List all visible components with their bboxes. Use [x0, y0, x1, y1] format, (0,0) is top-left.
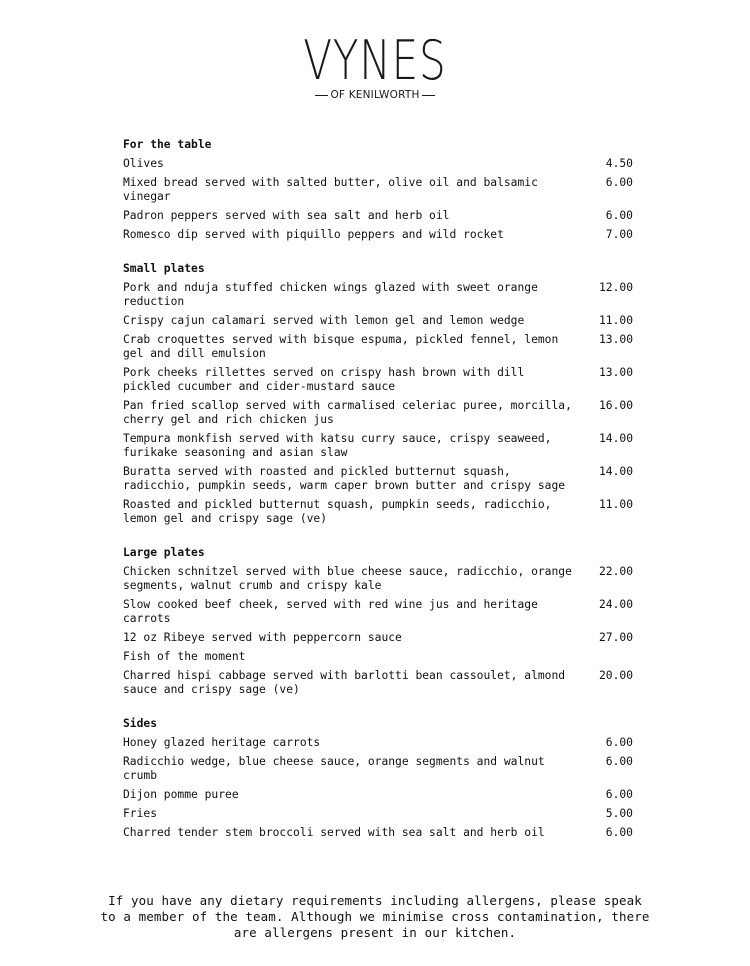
- item-price: 12.00: [598, 281, 633, 294]
- menu-item: [123, 496, 633, 527]
- menu-item: [123, 648, 633, 665]
- item-name: Honey glazed heritage carrots: [123, 736, 321, 749]
- item-name: Mixed bread served with salted butter, olive oil and balsamic vinegar: [123, 176, 538, 203]
- menu-item: [123, 430, 633, 461]
- item-price: 14.00: [598, 432, 633, 445]
- menu-item: [123, 786, 633, 803]
- item-price: 4.50: [605, 157, 633, 170]
- menu-item: [123, 331, 633, 362]
- item-price: 6.00: [605, 755, 633, 768]
- menu-item: [123, 155, 633, 172]
- item-price: 20.00: [598, 669, 633, 682]
- item-price: 14.00: [598, 465, 633, 478]
- item-name: Padron peppers served with sea salt and herb oil: [123, 209, 450, 222]
- item-name: Crab croquettes served with bisque espuma, pickled fennel, lemon gel and dill emulsion: [123, 333, 559, 360]
- item-name: Pork and nduja stuffed chicken wings glazed with sweet orange reduction: [123, 281, 538, 308]
- item-price: 22.00: [598, 565, 633, 578]
- logo-subtitle-text: OF KENILWORTH: [330, 89, 420, 101]
- menu-section: [123, 136, 633, 243]
- section-title: Small plates: [123, 262, 205, 275]
- menu-section: [123, 260, 633, 527]
- menu-item: [123, 174, 633, 205]
- menu-item: [123, 226, 633, 243]
- menu-item: [123, 629, 633, 646]
- item-price: 11.00: [598, 314, 633, 327]
- menu-item: [123, 364, 633, 395]
- item-name: Olives: [123, 157, 164, 170]
- item-price: 6.00: [605, 788, 633, 801]
- item-price: 11.00: [598, 498, 633, 511]
- item-name: Charred hispi cabbage served with barlotti bean cassoulet, almond sauce and crispy sage (ve): [123, 669, 566, 696]
- section-title: Large plates: [123, 546, 205, 559]
- logo-name: VYNES: [303, 29, 447, 92]
- menu-item: [123, 207, 633, 224]
- menu-item: [123, 667, 633, 698]
- menu-section: [123, 544, 633, 698]
- restaurant-logo: [0, 29, 750, 101]
- menu-item: [123, 563, 633, 594]
- item-name: Buratta served with roasted and pickled butternut squash, radicchio, pumpkin seeds, warm caper brown butter and crispy sage: [123, 465, 566, 492]
- item-price: 6.00: [605, 826, 633, 839]
- item-name: Radicchio wedge, blue cheese sauce, orange segments and walnut crumb: [123, 755, 545, 782]
- item-price: 13.00: [598, 333, 633, 346]
- item-name: Charred tender stem broccoli served with sea salt and herb oil: [123, 826, 545, 839]
- item-name: Pork cheeks rillettes served on crispy hash brown with dill pickled cucumber and cider-mustard sauce: [123, 366, 525, 393]
- section-title: For the table: [123, 138, 212, 151]
- item-price: 6.00: [605, 209, 633, 222]
- menu-item: [123, 279, 633, 310]
- item-name: Fish of the moment: [123, 650, 246, 663]
- item-price: 16.00: [598, 399, 633, 412]
- logo-rule-right: [422, 95, 435, 96]
- item-price: 13.00: [598, 366, 633, 379]
- menu-item: [123, 312, 633, 329]
- item-name: Chicken schnitzel served with blue cheese sauce, radicchio, orange segments, walnut crumb and crispy kale: [123, 565, 572, 592]
- item-name: Roasted and pickled butternut squash, pumpkin seeds, radicchio, lemon gel and crispy sage (ve): [123, 498, 552, 525]
- item-price: 5.00: [605, 807, 633, 820]
- menu-list: [123, 136, 633, 858]
- item-name: Tempura monkfish served with katsu curry sauce, crispy seaweed, furikake seasoning and asian slaw: [123, 432, 552, 459]
- menu-item: [123, 397, 633, 428]
- item-name: Pan fried scallop served with carmalised celeriac puree, morcilla, cherry gel and rich chicken jus: [123, 399, 572, 426]
- item-name: Fries: [123, 807, 158, 820]
- menu-item: [123, 734, 633, 751]
- allergen-notice: If you have any dietary requirements including allergens, please speak to a member of the team. Although we minimise cross contamination, there are allergens present in our kitchen.: [100, 893, 650, 940]
- menu-item: [123, 824, 633, 841]
- menu-item: [123, 596, 633, 627]
- logo-rule-left: [315, 95, 328, 96]
- menu-item: [123, 463, 633, 494]
- menu-section: [123, 715, 633, 841]
- item-name: Crispy cajun calamari served with lemon gel and lemon wedge: [123, 314, 525, 327]
- item-name: Romesco dip served with piquillo peppers and wild rocket: [123, 228, 504, 241]
- section-title: Sides: [123, 717, 158, 730]
- item-name: 12 oz Ribeye served with peppercorn sauce: [123, 631, 402, 644]
- item-price: 27.00: [598, 631, 633, 644]
- menu-item: [123, 805, 633, 822]
- item-price: 7.00: [605, 228, 633, 241]
- item-price: 24.00: [598, 598, 633, 611]
- item-name: Slow cooked beef cheek, served with red wine jus and heritage carrots: [123, 598, 538, 625]
- item-price: 6.00: [605, 176, 633, 189]
- item-name: Dijon pomme puree: [123, 788, 239, 801]
- item-price: 6.00: [605, 736, 633, 749]
- menu-item: [123, 753, 633, 784]
